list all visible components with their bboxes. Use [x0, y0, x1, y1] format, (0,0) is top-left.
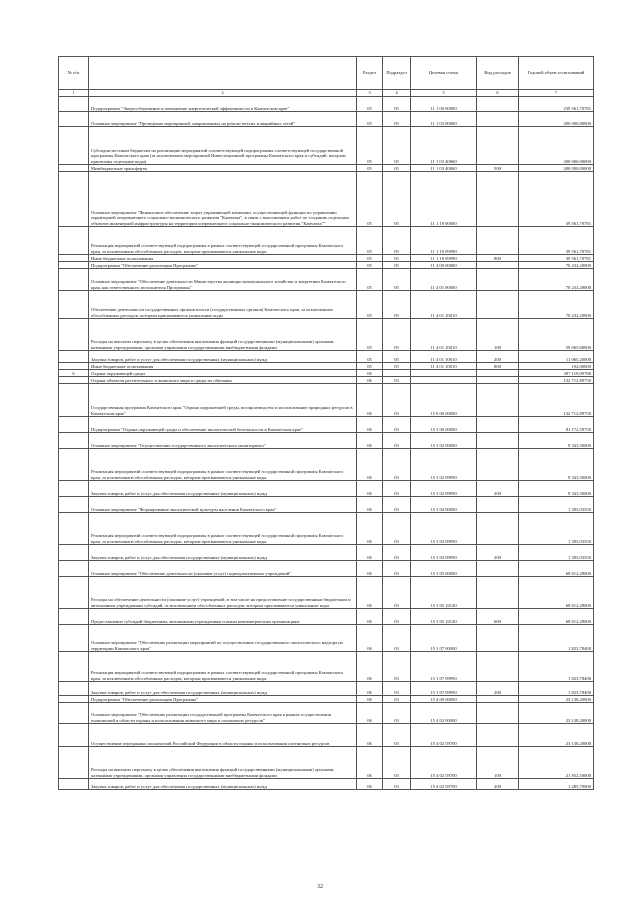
table-row: [59, 703, 594, 724]
column-index-row: [59, 90, 594, 97]
row-target-article: 15 1 04 00000: [411, 497, 477, 513]
header-subsection: Подраздел: [383, 57, 411, 90]
row-amount: 200 000,00000: [519, 127, 594, 165]
row-name: Подпрограмма "Обеспечение реализации Программы": [89, 696, 357, 703]
row-subsection: 05: [383, 363, 411, 370]
row-amount: 81 172,59750: [519, 417, 594, 433]
row-section: 05: [357, 97, 383, 112]
row-number: [59, 449, 89, 481]
row-target-article: 11 4 01 10010: [411, 363, 477, 370]
row-name: Закупка товаров, работ и услуг для обеспечения государственных (муниципальных) нужд: [89, 351, 357, 363]
row-name: Осуществление переданных полномочий Российской Федерации в области охраны и использования охотничьих ресурсов: [89, 724, 357, 747]
row-name: Закупка товаров, работ и услуг для обеспечения государственных (муниципальных) нужд: [89, 779, 357, 790]
row-section: 06: [357, 625, 383, 652]
row-amount: 23 138,20000: [519, 724, 594, 747]
row-target-article: 11 4 01 00000: [411, 269, 477, 291]
row-section: 05: [357, 172, 383, 227]
row-number: [59, 97, 89, 112]
row-target-article: 11 1 19 09990: [411, 255, 477, 262]
row-number: [59, 351, 89, 363]
row-subsection: 03: [383, 682, 411, 696]
row-expense-type: [477, 97, 519, 112]
row-subsection: 05: [383, 97, 411, 112]
row-name: Основное мероприятие "Формирование экологической культуры населения Камчатского края": [89, 497, 357, 513]
row-expense-type: [477, 172, 519, 227]
row-number: 6: [59, 370, 89, 377]
row-amount: 1 393,03550: [519, 513, 594, 545]
row-subsection: 03: [383, 545, 411, 561]
header-number: № п/п: [59, 57, 89, 90]
row-target-article: 15 1 07 00000: [411, 625, 477, 652]
row-section: 05: [357, 112, 383, 127]
row-section: 05: [357, 351, 383, 363]
row-amount: 70 232,20000: [519, 291, 594, 319]
table-row: [59, 724, 594, 747]
row-section: 05: [357, 255, 383, 262]
table-row: [59, 779, 594, 790]
row-target-article: 15 1 07 09990: [411, 652, 477, 682]
row-subsection: 03: [383, 561, 411, 577]
table-row: [59, 269, 594, 291]
row-amount: 39 561,70781: [519, 255, 594, 262]
row-amount: 39 561,70781: [519, 227, 594, 255]
table-row: [59, 577, 594, 609]
header-name: [89, 57, 357, 90]
row-target-article: 11 4 01 10010: [411, 291, 477, 319]
row-number: [59, 433, 89, 449]
table-row: [59, 433, 594, 449]
table-row: [59, 165, 594, 172]
table-row: [59, 652, 594, 682]
row-section: 06: [357, 696, 383, 703]
row-target-article: 15 4 02 59700: [411, 779, 477, 790]
row-amount: 1 285,70000: [519, 779, 594, 790]
row-amount: 1 823,78400: [519, 682, 594, 696]
row-name: Основное мероприятие "Обеспечение реализации государственной программы Камчатского края в рамках осуществления полномочий в области охраны и использования животного мира и охотничьих ресурсов": [89, 703, 357, 724]
row-name: Иные бюджетные ассигнования: [89, 363, 357, 370]
row-number: [59, 747, 89, 779]
row-expense-type: 600: [477, 609, 519, 625]
row-name: Иные бюджетные ассигнования: [89, 255, 357, 262]
row-amount: 239 561,70781: [519, 97, 594, 112]
row-number: [59, 377, 89, 384]
row-subsection: 05: [383, 112, 411, 127]
row-section: 06: [357, 652, 383, 682]
table-row: [59, 363, 594, 370]
row-amount: 68 612,28000: [519, 577, 594, 609]
row-number: [59, 417, 89, 433]
row-subsection: 03: [383, 433, 411, 449]
row-number: [59, 561, 89, 577]
row-section: 05: [357, 262, 383, 269]
row-expense-type: [477, 513, 519, 545]
row-name: Расходы на обеспечение деятельности (оказание услуг) учреждений, в том числе на предоставление государственным бюджетным и автономным учреждениям субсидий, за исключением обособленных расходов, которым присваиваются уникальные коды: [89, 577, 357, 609]
row-subsection: 03: [383, 609, 411, 625]
row-name: Реализация мероприятий соответствующей подпрограммы в рамках соответствующей государственной программы Камчатского края, за исключением обособленных расходов, которым присваиваются уникальные коды: [89, 227, 357, 255]
row-expense-type: [477, 724, 519, 747]
row-expense-type: [477, 703, 519, 724]
row-amount: 1 823,78400: [519, 625, 594, 652]
table-row: [59, 127, 594, 165]
row-amount: 68 612,28000: [519, 561, 594, 577]
row-subsection: 05: [383, 172, 411, 227]
row-target-article: 15 1 05 00000: [411, 561, 477, 577]
table-row: [59, 112, 594, 127]
row-amount: 1 393,03550: [519, 497, 594, 513]
row-target-article: 11 1 19 00000: [411, 172, 477, 227]
row-subsection: 05: [383, 262, 411, 269]
header-section: Раздел: [357, 57, 383, 90]
column-index: 7: [519, 90, 594, 97]
row-section: 06: [357, 545, 383, 561]
row-number: [59, 291, 89, 319]
row-number: [59, 127, 89, 165]
row-amount: 23 138,20000: [519, 696, 594, 703]
row-expense-type: [477, 449, 519, 481]
row-subsection: 03: [383, 377, 411, 384]
row-section: 06: [357, 449, 383, 481]
row-section: 06: [357, 481, 383, 497]
row-expense-type: [477, 384, 519, 417]
row-number: [59, 269, 89, 291]
row-subsection: 03: [383, 497, 411, 513]
row-amount: 21 852,50000: [519, 747, 594, 779]
row-amount: 9 343,50000: [519, 481, 594, 497]
row-amount: 1 823,78400: [519, 652, 594, 682]
row-section: 05: [357, 363, 383, 370]
row-amount: 1 393,03550: [519, 545, 594, 561]
table-row: [59, 609, 594, 625]
row-number: [59, 165, 89, 172]
table-row: [59, 625, 594, 652]
row-section: 06: [357, 682, 383, 696]
row-section: 06: [357, 561, 383, 577]
table-header-row: [59, 57, 594, 90]
table-row: [59, 561, 594, 577]
row-section: 06: [357, 417, 383, 433]
row-amount: 39 561,70781: [519, 172, 594, 227]
row-target-article: 15 4 02 59700: [411, 747, 477, 779]
row-expense-type: 200: [477, 682, 519, 696]
row-name: Расходы на выплаты персоналу в целях обеспечения выполнения функций государственными (муниципальными) органами, казенными учреждениями, органами управления государственными внебюджетными фондами: [89, 747, 357, 779]
row-amount: 70 232,20000: [519, 269, 594, 291]
row-subsection: 03: [383, 652, 411, 682]
table-row: [59, 291, 594, 319]
row-subsection: 03: [383, 747, 411, 779]
table-row: [59, 545, 594, 561]
row-subsection: 03: [383, 703, 411, 724]
row-target-article: 15 0 00 00000: [411, 384, 477, 417]
table-row: [59, 682, 594, 696]
row-subsection: 05: [383, 227, 411, 255]
row-number: [59, 779, 89, 790]
row-number: [59, 724, 89, 747]
row-number: [59, 652, 89, 682]
row-expense-type: 200: [477, 481, 519, 497]
row-expense-type: 100: [477, 319, 519, 351]
row-target-article: 11 4 01 10010: [411, 351, 477, 363]
table-row: [59, 384, 594, 417]
row-name: Реализация мероприятий соответствующей подпрограммы в рамках соответствующей государственной программы Камчатского края, за исключением обособленных расходов, которым присваиваются уникальные коды: [89, 652, 357, 682]
row-subsection: 05: [383, 351, 411, 363]
table-row: [59, 696, 594, 703]
row-subsection: 03: [383, 449, 411, 481]
row-amount: 68 612,28000: [519, 609, 594, 625]
row-expense-type: [477, 291, 519, 319]
row-name: Основное мероприятие "Обеспечение деятельности (оказание услуг) подведомственных учреждений": [89, 561, 357, 577]
row-section: 05: [357, 269, 383, 291]
row-target-article: 15 1 05 10140: [411, 609, 477, 625]
row-amount: 9 343,50000: [519, 433, 594, 449]
row-section: 06: [357, 703, 383, 724]
row-subsection: 05: [383, 319, 411, 351]
row-expense-type: [477, 652, 519, 682]
row-section: 06: [357, 497, 383, 513]
column-index: 5: [411, 90, 477, 97]
budget-table: [58, 56, 594, 790]
row-number: [59, 384, 89, 417]
row-section: 06: [357, 370, 383, 377]
row-section: 05: [357, 165, 383, 172]
row-section: 06: [357, 747, 383, 779]
row-section: 06: [357, 779, 383, 790]
row-subsection: 03: [383, 577, 411, 609]
row-amount: 397 119,09780: [519, 370, 594, 377]
table-row: [59, 513, 594, 545]
row-name: Обеспечение деятельности государственных органов власти (государственных органов) Камчатского края, за исключением обособленных расходов, которым присваиваются уникальные коды: [89, 291, 357, 319]
table-row: [59, 319, 594, 351]
row-target-article: 11 1 03 40060: [411, 165, 477, 172]
row-target-article: 15 1 00 00000: [411, 417, 477, 433]
row-number: [59, 255, 89, 262]
row-name: Подпрограмма "Энергосбережение и повышение энергетической эффективности в Камчатском крае": [89, 97, 357, 112]
row-target-article: 11 1 03 00000: [411, 112, 477, 127]
row-name: Закупка товаров, работ и услуг для обеспечения государственных (муниципальных) нужд: [89, 545, 357, 561]
header-expense-type: Вид расходов: [477, 57, 519, 90]
row-section: 06: [357, 377, 383, 384]
table-row: [59, 351, 594, 363]
row-subsection: 03: [383, 724, 411, 747]
row-name: Предоставление субсидий бюджетным, автономным учреждениям и иным некоммерческим организациям: [89, 609, 357, 625]
row-subsection: 03: [383, 696, 411, 703]
column-index: 4: [383, 90, 411, 97]
row-expense-type: [477, 127, 519, 165]
row-name: Охрана окружающей среды: [89, 370, 357, 377]
row-number: [59, 172, 89, 227]
row-name: Подпрограмма "Обеспечение реализации Программы": [89, 262, 357, 269]
table-row: [59, 97, 594, 112]
row-amount: 200 000,00000: [519, 165, 594, 172]
row-name: Реализация мероприятий соответствующей подпрограммы в рамках соответствующей государственной программы Камчатского края, за исключением обособленных расходов, которым присваиваются уникальные коды: [89, 449, 357, 481]
row-amount: 23 138,20000: [519, 703, 594, 724]
row-section: 05: [357, 291, 383, 319]
row-name: Основное мероприятие "Осуществление государственного экологического мониторинга": [89, 433, 357, 449]
row-subsection: 05: [383, 127, 411, 165]
row-number: [59, 682, 89, 696]
row-subsection: [383, 370, 411, 377]
row-expense-type: [477, 433, 519, 449]
row-name: Основное мероприятие "Проведение мероприятий, направленных на ремонт ветхих и аварийных сетей": [89, 112, 357, 127]
row-expense-type: 100: [477, 747, 519, 779]
row-section: 06: [357, 724, 383, 747]
row-expense-type: [477, 577, 519, 609]
row-number: [59, 625, 89, 652]
table-row: [59, 262, 594, 269]
row-target-article: 15 4 02 59700: [411, 724, 477, 747]
row-target-article: 15 1 02 09990: [411, 481, 477, 497]
row-name: Субсидии местным бюджетам на реализацию мероприятий соответствующей подпрограммы соответствующей государственной программы Камчатского края (за исключением мероприятий Инвестиционной программы Камчатского края и субсидий, которым присвоены отдельные коды): [89, 127, 357, 165]
row-expense-type: [477, 417, 519, 433]
row-number: [59, 227, 89, 255]
row-section: 06: [357, 433, 383, 449]
table-row: [59, 255, 594, 262]
row-section: 05: [357, 227, 383, 255]
column-index: 3: [357, 90, 383, 97]
row-subsection: 05: [383, 269, 411, 291]
row-number: [59, 262, 89, 269]
row-number: [59, 577, 89, 609]
table-row: [59, 449, 594, 481]
row-target-article: 11 1 03 40060: [411, 127, 477, 165]
row-name: Государственная программа Камчатского края "Охрана окружающей среды, воспроизводство и использование природных ресурсов в Камчатском крае": [89, 384, 357, 417]
row-number: [59, 703, 89, 724]
row-section: 06: [357, 513, 383, 545]
row-expense-type: 800: [477, 255, 519, 262]
row-number: [59, 497, 89, 513]
table-row: [59, 417, 594, 433]
row-name: Основное мероприятие "Обеспечение реализации мероприятий по осуществлению государственного экологического надзора на территории Камчатского края": [89, 625, 357, 652]
row-amount: 132 712,89750: [519, 384, 594, 417]
row-target-article: [411, 370, 477, 377]
row-target-article: 15 4 02 00000: [411, 703, 477, 724]
row-subsection: 03: [383, 625, 411, 652]
row-number: [59, 545, 89, 561]
row-amount: 9 343,50000: [519, 449, 594, 481]
table-row: [59, 377, 594, 384]
row-expense-type: [477, 370, 519, 377]
row-amount: 102,00000: [519, 363, 594, 370]
row-subsection: 03: [383, 384, 411, 417]
column-index: 6: [477, 90, 519, 97]
column-index: 1: [59, 90, 89, 97]
header-annual-amount: Годовой объем ассигнований: [519, 57, 594, 90]
row-name: Основное мероприятие "Финансовое обеспечение затрат управляющей компании, осуществляющей функции по управлению территорией опережающего социально-экономического развития "Камчатка", в связи с выполнением работ по созданию отдельных объектов инженерной инфраструктуры на территории опережающего социально-экономического развития "Камчатка"": [89, 172, 357, 227]
table-row: [59, 747, 594, 779]
row-expense-type: [477, 696, 519, 703]
row-name: Охрана объектов растительного и животного мира и среды их обитания: [89, 377, 357, 384]
row-section: 06: [357, 384, 383, 417]
row-target-article: 15 1 05 10140: [411, 577, 477, 609]
row-expense-type: [477, 377, 519, 384]
row-target-article: 15 1 04 09990: [411, 545, 477, 561]
row-amount: 200 000,00000: [519, 112, 594, 127]
table-row: [59, 227, 594, 255]
row-subsection: 05: [383, 291, 411, 319]
row-name: Реализация мероприятий соответствующей подпрограммы в рамках соответствующей государственной программы Камчатского края, за исключением обособленных расходов, которым присваиваются уникальные коды: [89, 513, 357, 545]
row-expense-type: [477, 625, 519, 652]
row-name: Подпрограмма "Охрана окружающей среды и обеспечение экологической безопасности в Камчатском крае": [89, 417, 357, 433]
row-amount: 11 065,20000: [519, 351, 594, 363]
table-row: [59, 481, 594, 497]
row-target-article: 15 1 02 09990: [411, 449, 477, 481]
row-name: Закупка товаров, работ и услуг для обеспечения государственных (муниципальных) нужд: [89, 682, 357, 696]
row-target-article: 15 1 02 00000: [411, 433, 477, 449]
row-number: [59, 481, 89, 497]
row-target-article: 15 1 07 09990: [411, 682, 477, 696]
row-target-article: 11 4 01 10010: [411, 319, 477, 351]
row-subsection: 03: [383, 513, 411, 545]
row-section: 05: [357, 127, 383, 165]
row-expense-type: [477, 112, 519, 127]
table-row: [59, 497, 594, 513]
row-target-article: 11 4 00 00000: [411, 262, 477, 269]
row-expense-type: [477, 269, 519, 291]
table-row: [59, 172, 594, 227]
row-subsection: 05: [383, 165, 411, 172]
row-expense-type: [477, 497, 519, 513]
table-body: [59, 97, 594, 790]
row-expense-type: 200: [477, 351, 519, 363]
page-number: 32: [317, 884, 323, 890]
row-expense-type: [477, 262, 519, 269]
row-name: Закупка товаров, работ и услуг для обеспечения государственных (муниципальных) нужд: [89, 481, 357, 497]
row-number: [59, 363, 89, 370]
row-amount: 70 232,20000: [519, 262, 594, 269]
row-number: [59, 696, 89, 703]
row-section: 06: [357, 577, 383, 609]
row-number: [59, 513, 89, 545]
row-expense-type: 500: [477, 165, 519, 172]
row-subsection: 05: [383, 255, 411, 262]
row-section: 05: [357, 319, 383, 351]
row-target-article: 11 1 00 00000: [411, 97, 477, 112]
row-expense-type: 200: [477, 545, 519, 561]
row-number: [59, 609, 89, 625]
row-subsection: 03: [383, 779, 411, 790]
row-target-article: 11 1 19 09990: [411, 227, 477, 255]
row-expense-type: [477, 561, 519, 577]
budget-sheet: [58, 56, 593, 790]
row-subsection: 03: [383, 481, 411, 497]
row-expense-type: [477, 227, 519, 255]
header-target-article: Целевая статья: [411, 57, 477, 90]
row-name: Межбюджетные трансферты: [89, 165, 357, 172]
row-expense-type: 200: [477, 779, 519, 790]
column-index: 2: [89, 90, 357, 97]
row-amount: 59 065,60000: [519, 319, 594, 351]
row-target-article: [411, 377, 477, 384]
row-amount: 132 712,89750: [519, 377, 594, 384]
row-name: Основное мероприятие "Обеспечение деятельности Министерства жилищно-коммунального хозяйства и энергетики Камчатского края, как ответственного исполнителя Программы": [89, 269, 357, 291]
row-expense-type: 800: [477, 363, 519, 370]
row-number: [59, 112, 89, 127]
row-target-article: 15 1 04 09990: [411, 513, 477, 545]
table-row: [59, 370, 594, 377]
row-subsection: 03: [383, 417, 411, 433]
row-section: 06: [357, 609, 383, 625]
row-number: [59, 319, 89, 351]
row-target-article: 15 4 00 00000: [411, 696, 477, 703]
row-name: Расходы на выплаты персоналу в целях обеспечения выполнения функций государственными (муниципальными) органами, казенными учреждениями, органами управления государственными внебюджетными фондами: [89, 319, 357, 351]
